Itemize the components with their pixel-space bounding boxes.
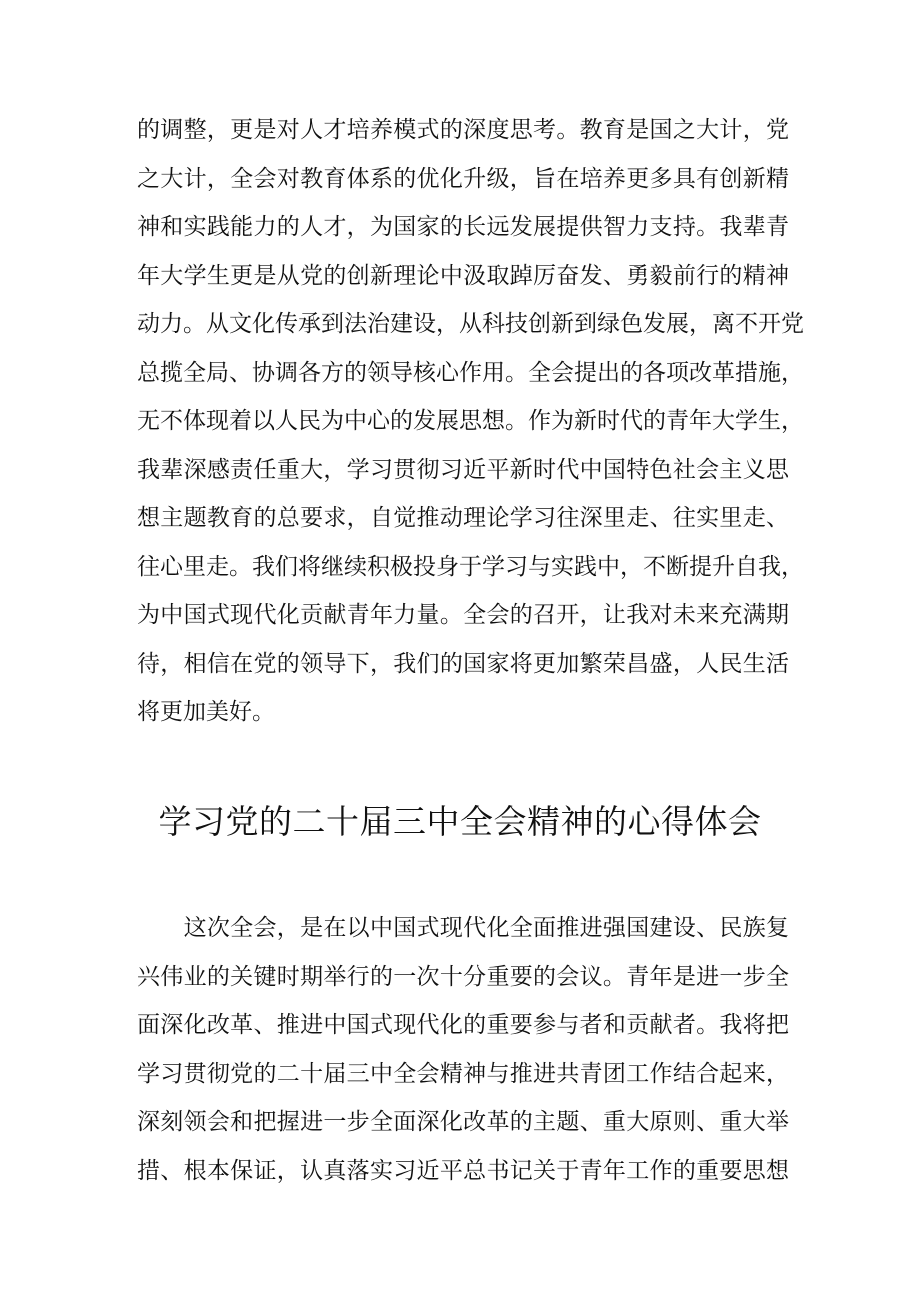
text-line: 想主题教育的总要求，自觉推动理论学习往深里走、往实里走、 bbox=[137, 505, 789, 531]
text-line: 深刻领会和把握进一步全面深化改革的主题、重大原则、重大举 bbox=[137, 1109, 789, 1135]
text-line: 我辈深感责任重大，学习贯彻习近平新时代中国特色社会主义思 bbox=[137, 456, 789, 483]
text-line: 往心里走。我们将继续积极投身于学习与实践中，不断提升自我， bbox=[137, 553, 804, 580]
text-line: 年大学生更是从党的创新理论中汲取踔厉奋发、勇毅前行的精神 bbox=[137, 262, 789, 289]
text-line: 面深化改革、推进中国式现代化的重要参与者和贡献者。我将把 bbox=[137, 1012, 789, 1038]
body-text-bottom bbox=[137, 904, 789, 1195]
paragraph-bottom bbox=[137, 904, 789, 1195]
text-line: 措、根本保证，认真落实习近平总书记关于青年工作的重要思想 bbox=[137, 1157, 789, 1184]
text-line: 这次全会，是在以中国式现代化全面推进强国建设、民族复 bbox=[137, 915, 789, 941]
text-line: 神和实践能力的人才，为国家的长远发展提供智力支持。我辈青 bbox=[137, 214, 789, 240]
text-line: 学习贯彻党的二十届三中全会精神与推进共青团工作结合起来， bbox=[137, 1060, 789, 1087]
text-line: 动力。从文化传承到法治建设，从科技创新到绿色发展，离不开党 bbox=[137, 311, 804, 337]
paragraph-top bbox=[137, 106, 804, 737]
text-line: 之大计，全会对教育体系的优化升级，旨在培养更多具有创新精 bbox=[137, 165, 789, 192]
text-line: 总揽全局、协调各方的领导核心作用。全会提出的各项改革措施， bbox=[137, 359, 804, 386]
body-text-top bbox=[137, 106, 804, 737]
text-line: 无不体现着以人民为中心的发展思想。作为新时代的青年大学生， bbox=[137, 408, 804, 434]
text-line: 的调整，更是对人才培养模式的深度思考。教育是国之大计，党 bbox=[137, 117, 789, 143]
text-line: 待，相信在党的领导下，我们的国家将更加繁荣昌盛，人民生活 bbox=[137, 650, 789, 677]
text-line: 为中国式现代化贡献青年力量。全会的召开，让我对未来充满期 bbox=[137, 602, 789, 628]
text-line: 兴伟业的关键时期举行的一次十分重要的会议。青年是进一步全 bbox=[137, 963, 789, 990]
document-title: 学习党的二十届三中全会精神的心得体会 bbox=[158, 802, 762, 841]
text-line: 将更加美好。 bbox=[137, 699, 275, 725]
